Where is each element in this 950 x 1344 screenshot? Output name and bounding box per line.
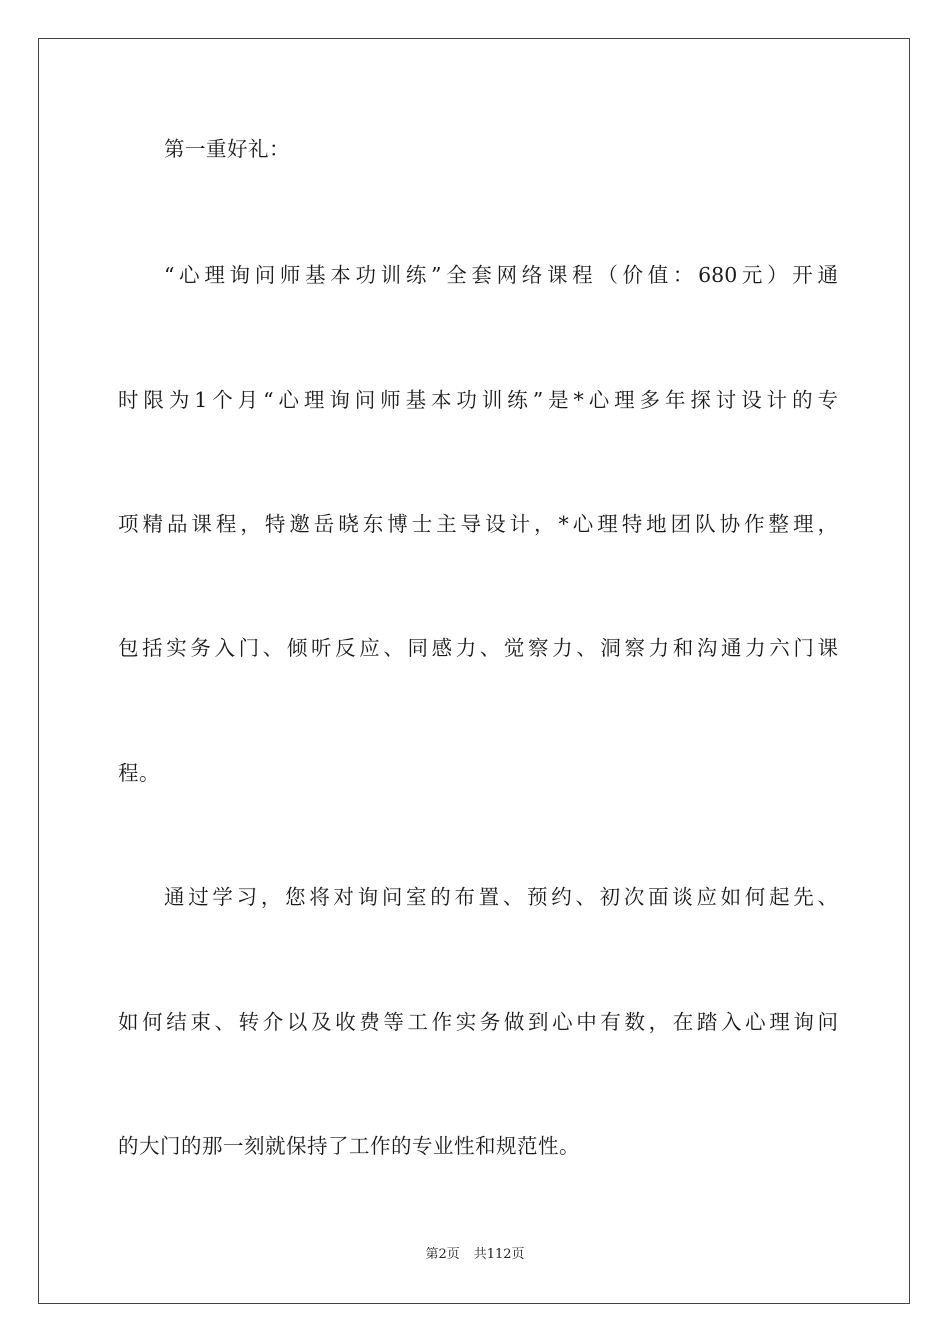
paragraph-line: 程。 <box>118 761 160 785</box>
heading-gift-one: 第一重好礼： <box>164 137 290 161</box>
paragraph-line: 包括实务入门、倾听反应、同感力、觉察力、洞察力和沟通力六门课 <box>118 636 838 660</box>
paragraph-line: 项精品课程，特邀岳晓东博士主导设计，*心理特地团队协作整理， <box>118 512 838 536</box>
paragraph-line: “心理询问师基本功训练”全套网络课程（价值：680元）开通 <box>164 263 838 287</box>
page-number: 第2页 <box>425 1247 460 1262</box>
paragraph-line: 的大门的那一刻就保持了工作的专业性和规范性。 <box>118 1134 580 1158</box>
paragraph-line: 通过学习，您将对询问室的布置、预约、初次面谈应如何起先、 <box>164 885 838 909</box>
page-total: 共112页 <box>473 1247 525 1262</box>
page-footer <box>0 1246 950 1264</box>
paragraph-line: 如何结束、转介以及收费等工作实务做到心中有数，在踏入心理询问 <box>118 1010 838 1034</box>
paragraph-line: 时限为1个月“心理询问师基本功训练”是*心理多年探讨设计的专 <box>118 388 838 412</box>
page-frame <box>38 38 910 1304</box>
